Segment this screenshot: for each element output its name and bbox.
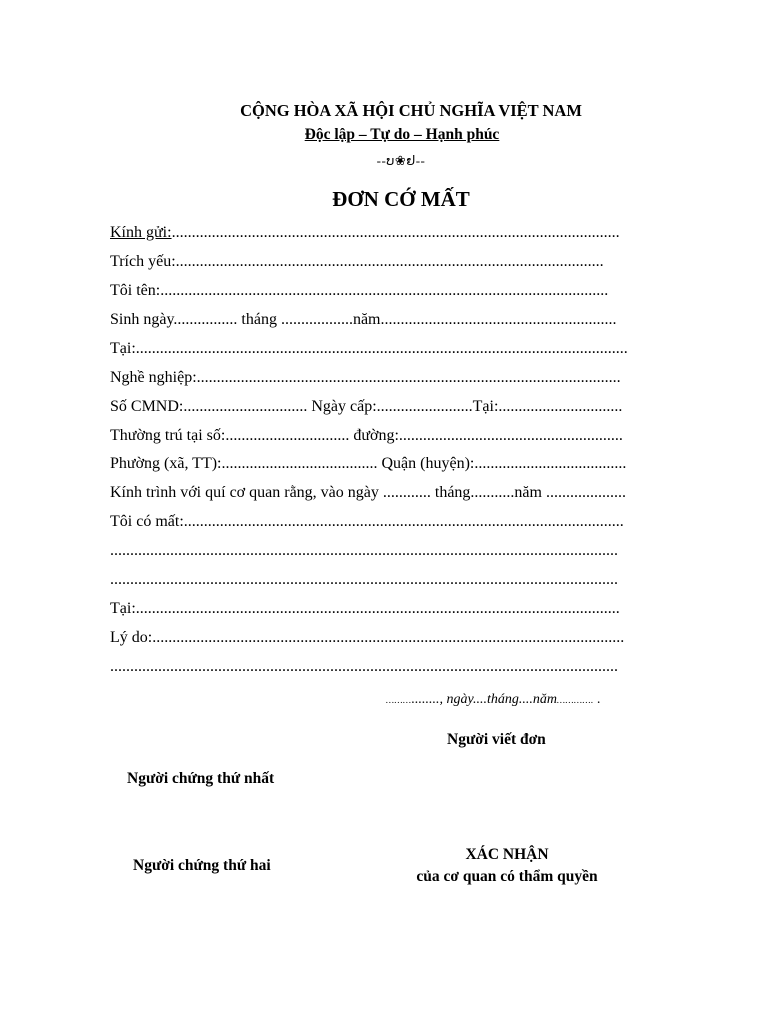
national-title: CỘNG HÒA XÃ HỘI CHỦ NGHĨA VIỆT NAM [240, 101, 582, 120]
date-lead-dots: ……… [386, 695, 412, 705]
field-kinh-gui-label: Kính gửi: [110, 224, 172, 241]
signature-witness-2: Người chứng thứ hai [133, 857, 271, 874]
date-dots-b: .... [518, 692, 533, 707]
motto: Độc lập – Tự do – Hạnh phúc [304, 126, 500, 143]
signature-witness-1: Người chứng thứ nhất [127, 770, 275, 787]
field-trich-yeu: Trích yếu:........................................................................................................... [110, 253, 604, 270]
field-kinh-gui [110, 224, 620, 242]
confirmation-authority: của cơ quan có thẩm quyền [416, 868, 598, 885]
document-title: ĐƠN CỚ MẤT [332, 187, 470, 211]
field-thuong-tru: Thường trú tại số:............................... đường:........................................................ [110, 427, 623, 444]
date-mid-dots: ........ [411, 692, 440, 707]
ornament: --ບ❀ຢ-- [376, 153, 426, 168]
field-kinh-trinh: Kính trình với quí cơ quan rằng, vào ngày ............ tháng...........năm .................... [110, 484, 626, 501]
date-thang: tháng [486, 692, 519, 707]
field-tai: Tại:........................................................................................................................... [110, 340, 628, 357]
date-ngay: , ngày [439, 692, 473, 707]
field-phuong: Phường (xã, TT):....................................... Quận (huyện):...................................... [110, 455, 627, 472]
field-sinh-ngay: Sinh ngày................ tháng ..................năm........................................................... [110, 311, 617, 328]
confirmation-title: XÁC NHẬN [465, 846, 549, 863]
field-tai-2: Tại:......................................................................................................................... [110, 600, 620, 617]
signature-writer: Người viết đơn [447, 731, 546, 748]
field-toi-co-mat: Tôi có mất:.............................................................................................................. [110, 513, 624, 530]
field-ly-do: Lý do:...................................................................................................................... [110, 629, 625, 646]
date-dots-a: .... [472, 692, 487, 707]
field-toi-ten: Tôi tên:................................................................................................................ [110, 282, 609, 299]
field-blank-line: ............................................................................................................................... [110, 571, 618, 588]
field-so-cmnd: Số CMND:............................... Ngày cấp:........................Tại:............................... [110, 398, 623, 415]
date-tail-dots: …………. [556, 695, 594, 705]
date-end: . [593, 692, 601, 707]
field-kinh-gui-dots: ................................................................................................................ [171, 224, 620, 241]
field-nghe-nghiep: Nghề nghiệp:.......................................................................................................... [110, 369, 621, 386]
field-blank-line: ............................................................................................................................... [110, 658, 618, 675]
date-nam: năm [532, 692, 557, 707]
date-line [386, 692, 601, 708]
field-blank-line: ............................................................................................................................... [110, 542, 618, 559]
